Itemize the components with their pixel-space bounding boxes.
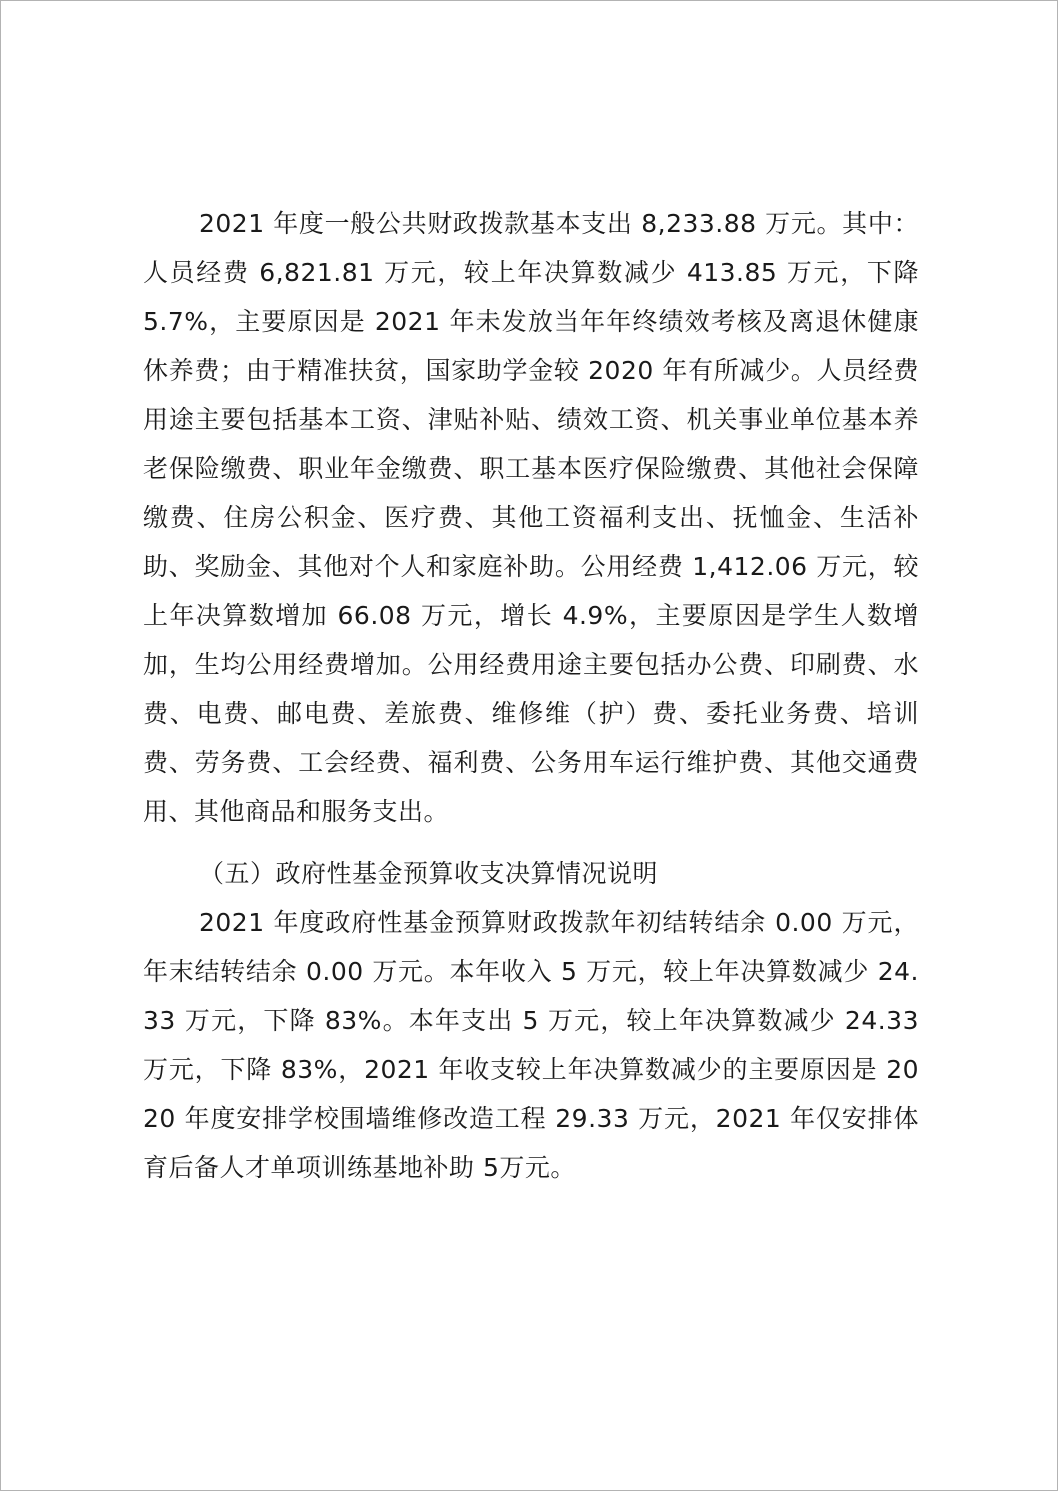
- paragraph-basic-expenditure: 2021 年度一般公共财政拨款基本支出 8,233.88 万元。其中：人员经费 6,821.81 万元，较上年决算数减少 413.85 万元，下降 5.7%，主要原因是 2021 年未发放当年年终绩效考核及离退休健康休养费；由于精准扶贫，国家助学金较 2020 年有所减少。人员经费用途主要包括基本工资、津贴补贴、绩效工资、机关事业单位基本养老保险缴费、职业年金缴费、职工基本医疗保险缴费、其他社会保障缴费、住房公积金、医疗费、其他工资福利支出、抚恤金、生活补助、奖励金、其他对个人和家庭补助。公用经费 1,412.06 万元，较上年决算数增加 66.08 万元，增长 4.9%，主要原因是学生人数增加，生均公用经费增加。公用经费用途主要包括办公费、印刷费、水费、电费、邮电费、差旅费、维修维（护）费、委托业务费、培训费、劳务费、工会经费、福利费、公务用车运行维护费、其他交通费用、其他商品和服务支出。: [143, 209, 919, 826]
- document-body: [143, 199, 919, 1192]
- section-heading: （五）政府性基金预算收支决算情况说明: [199, 859, 659, 888]
- paragraph-government-fund: 2021 年度政府性基金预算财政拨款年初结转结余 0.00 万元，年末结转结余 0.00 万元。本年收入 5 万元，较上年决算数减少 24.33 万元，下降 83%。本年支出 5 万元，较上年决算数减少 24.33 万元，下降 83%，2021 年收支较上年决算数减少的主要原因是 2020 年度安排学校围墙维修改造工程 29.33 万元，2021 年仅安排体育后备人才单项训练基地补助 5万元。: [143, 908, 919, 1182]
